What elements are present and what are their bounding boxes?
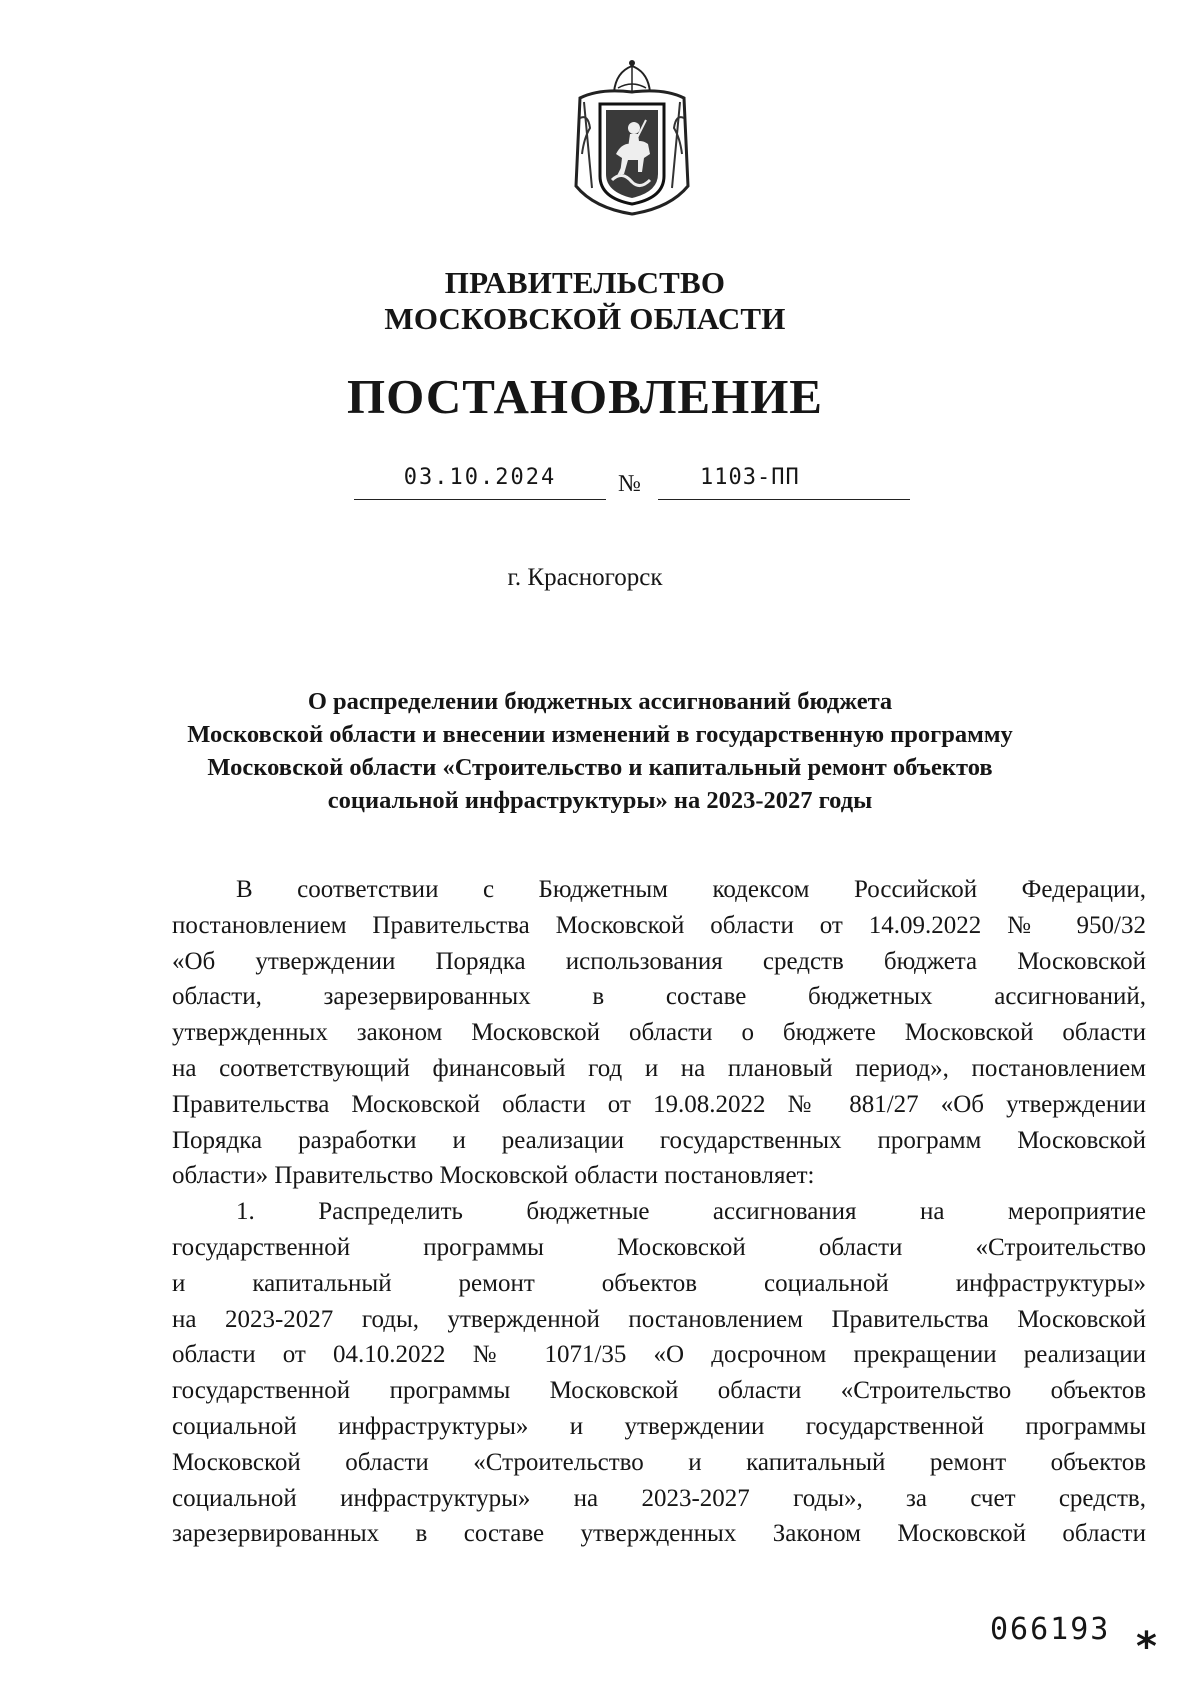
body-line: государственной программы Московской области «Строительство bbox=[172, 1233, 1146, 1261]
body-line: зарезервированных в составе утвержденных Законом Московской области bbox=[172, 1520, 1146, 1548]
subject-line: Московской области и внесении изменений в государственную программу bbox=[187, 721, 1013, 748]
subject-line: О распределении бюджетных ассигнований бюджета bbox=[307, 688, 893, 715]
body-line: утвержденных законом Московской области о бюджете Московской области bbox=[172, 1019, 1146, 1047]
serial-number: 066193 bbox=[990, 1612, 1111, 1647]
organization-name-line1: ПРАВИТЕЛЬСТВО bbox=[444, 265, 726, 300]
subject-line: Московской области «Строительство и капитальный ремонт объектов bbox=[207, 754, 993, 781]
body-line: области» Правительство Московской области постановляет: bbox=[172, 1162, 815, 1190]
document-number: 1103-ПП bbox=[658, 465, 910, 500]
document-body bbox=[172, 872, 1146, 1552]
body-line: на 2023-2027 годы, утвержденной постановлением Правительства Московской bbox=[172, 1305, 1146, 1333]
asterisk-mark: * bbox=[1136, 1624, 1157, 1670]
body-line: области от 04.10.2022 № 1071/35 «О досрочном прекращении реализации bbox=[172, 1341, 1146, 1369]
body-line: «Об утверждении Порядка использования средств бюджета Московской bbox=[172, 947, 1146, 975]
registration-row bbox=[354, 465, 914, 505]
subject-line: социальной инфраструктуры» на 2023-2027 годы bbox=[327, 787, 873, 814]
city-of-issue: г. Красногорск bbox=[507, 564, 663, 591]
document-type-title: ПОСТАНОВЛЕНИЕ bbox=[347, 369, 823, 424]
body-line: области, зарезервированных в составе бюджетных ассигнований, bbox=[172, 983, 1146, 1011]
body-line: 1. Распределить бюджетные ассигнования на мероприятие bbox=[236, 1198, 1146, 1226]
body-line: на соответствующий финансовый год и на плановый период», постановлением bbox=[172, 1054, 1146, 1082]
coat-of-arms-icon bbox=[570, 58, 694, 216]
body-line: Московской области «Строительство и капитальный ремонт объектов bbox=[172, 1448, 1146, 1476]
number-sign: № bbox=[618, 471, 641, 497]
body-line: постановлением Правительства Московской области от 14.09.2022 № 950/32 bbox=[172, 911, 1146, 939]
body-line: В соответствии с Бюджетным кодексом Российской Федерации, bbox=[236, 876, 1146, 903]
body-line: социальной инфраструктуры» на 2023-2027 годы», за счет средств, bbox=[172, 1484, 1146, 1512]
organization-name-line2: МОСКОВСКОЙ ОБЛАСТИ bbox=[384, 301, 786, 336]
document-date: 03.10.2024 bbox=[354, 465, 606, 500]
body-line: социальной инфраструктуры» и утверждении государственной программы bbox=[172, 1412, 1146, 1440]
body-line: и капитальный ремонт объектов социальной инфраструктуры» bbox=[172, 1269, 1146, 1297]
body-line: Порядка разработки и реализации государственных программ Московской bbox=[172, 1126, 1146, 1154]
body-line: государственной программы Московской области «Строительство объектов bbox=[172, 1377, 1146, 1405]
document-subject bbox=[160, 685, 1040, 817]
body-line: Правительства Московской области от 19.08.2022 № 881/27 «Об утверждении bbox=[172, 1090, 1146, 1118]
